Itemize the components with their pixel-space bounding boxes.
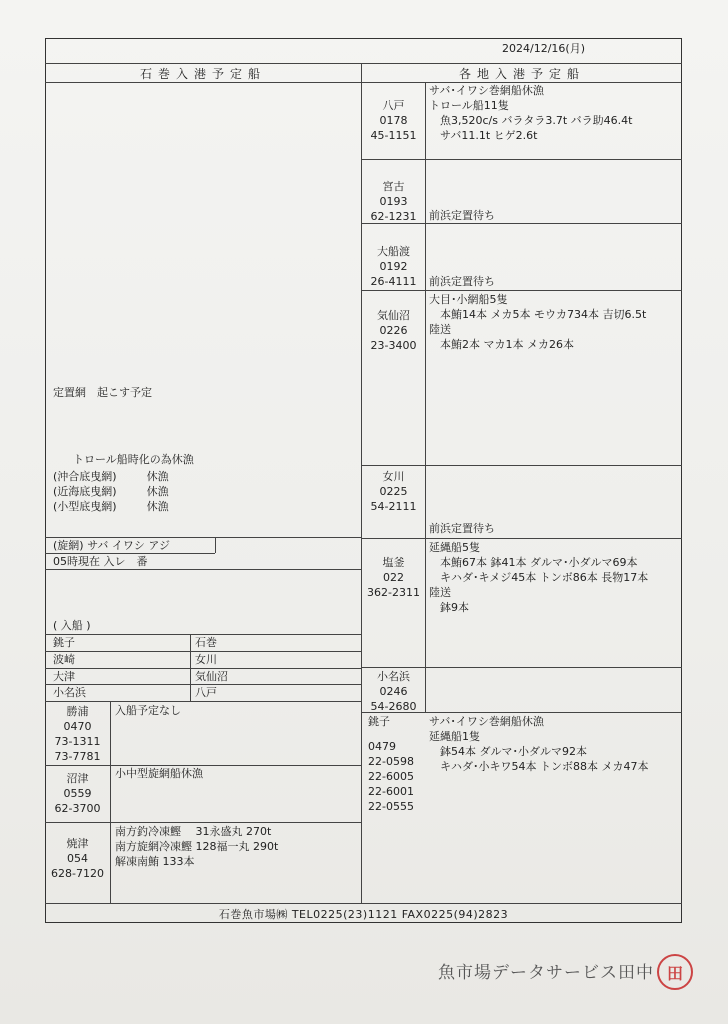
port-onahama: 小名浜 0246 54-2680 bbox=[370, 670, 417, 713]
red-seal-icon: 田 bbox=[657, 954, 693, 990]
yaizu-info: 南方釣冷凍鰹 31永盛丸 270t 南方旋網冷凍鰹 128福一丸 290t 解凍南鮪 133本 bbox=[115, 825, 279, 868]
port-yaizu: 焼津 054 628-7120 bbox=[51, 837, 104, 880]
miyako-info: 前浜定置待ち bbox=[429, 209, 495, 222]
port-onagawa: 女川 0225 54-2111 bbox=[370, 470, 417, 513]
kesennuma-info: 大目･小網船5隻 本鮪14本 メカ5本 モウカ734本 吉切6.5t 陸送 本鮪2本 マカ1本 メカ26本 bbox=[429, 293, 647, 351]
port-ofunato: 大船渡 0192 26-4111 bbox=[370, 245, 417, 288]
teichi-note: 定置網 起こす予定 bbox=[53, 386, 152, 399]
port-numazu: 沼津 0559 62-3700 bbox=[54, 772, 101, 815]
trawl-note: トロール船時化の為休漁 bbox=[73, 453, 194, 466]
senmo-status: 05時現在 入レ 番 bbox=[53, 555, 148, 568]
port-grid-col-b: 石巻 女川 気仙沼 八戸 bbox=[195, 636, 228, 699]
senmo-title: (旋網) サバ イワシ アジ bbox=[53, 539, 170, 552]
port-shiogama: 塩釜 022 362-2311 bbox=[367, 556, 420, 599]
choshi-info: サバ･イワシ巻網船休漁 延縄船1隻 鉢54本 ダルマ･小ダルマ92本 キハダ･小キワ54本 トンボ88本 メカ47本 bbox=[429, 715, 649, 773]
gear-list: (沖合底曳網) 休漁 (近海底曳網) 休漁 (小型底曳網) 休漁 bbox=[53, 470, 169, 513]
onagawa-info: 前浜定置待ち bbox=[429, 522, 495, 535]
numazu-info: 小中型旋網船休漁 bbox=[115, 767, 203, 780]
port-hachinohe: 八戸 0178 45-1151 bbox=[370, 99, 417, 142]
port-grid-col-a: 銚子 波崎 大津 小名浜 bbox=[53, 636, 86, 699]
left-header: 石巻入港予定船 bbox=[139, 67, 266, 81]
signature-stamp: 魚市場データサービス田中 bbox=[438, 963, 654, 983]
footer-contact: 石巻魚市場㈱ TEL0225(23)1121 FAX0225(94)2823 bbox=[218, 908, 509, 921]
date: 2024/12/16(月) bbox=[502, 42, 585, 55]
ofunato-info: 前浜定置待ち bbox=[429, 275, 495, 288]
katsuura-info: 入船予定なし bbox=[115, 704, 181, 717]
nyusen-label: ( 入船 ) bbox=[53, 619, 91, 632]
port-katsuura: 勝浦 0470 73-1311 73-7781 bbox=[54, 705, 101, 763]
right-header: 各地入港予定船 bbox=[458, 67, 585, 81]
hachinohe-info: サバ･イワシ巻網船休漁 トロール船11隻 魚3,520c/s バラタラ3.7t バラ助46.4t サバ11.1t ヒゲ2.6t bbox=[429, 84, 633, 142]
port-choshi: 銚子 0479 22-0598 22-6005 22-6001 22-0555 bbox=[368, 715, 414, 813]
shiogama-info: 延縄船5隻 本鮪67本 鉢41本 ダルマ･小ダルマ69本 キハダ･キメジ45本 トンボ86本 長物17本 陸送 鉢9本 bbox=[429, 541, 649, 614]
port-kesennuma: 気仙沼 0226 23-3400 bbox=[370, 309, 417, 352]
port-miyako: 宮古 0193 62-1231 bbox=[370, 180, 417, 223]
